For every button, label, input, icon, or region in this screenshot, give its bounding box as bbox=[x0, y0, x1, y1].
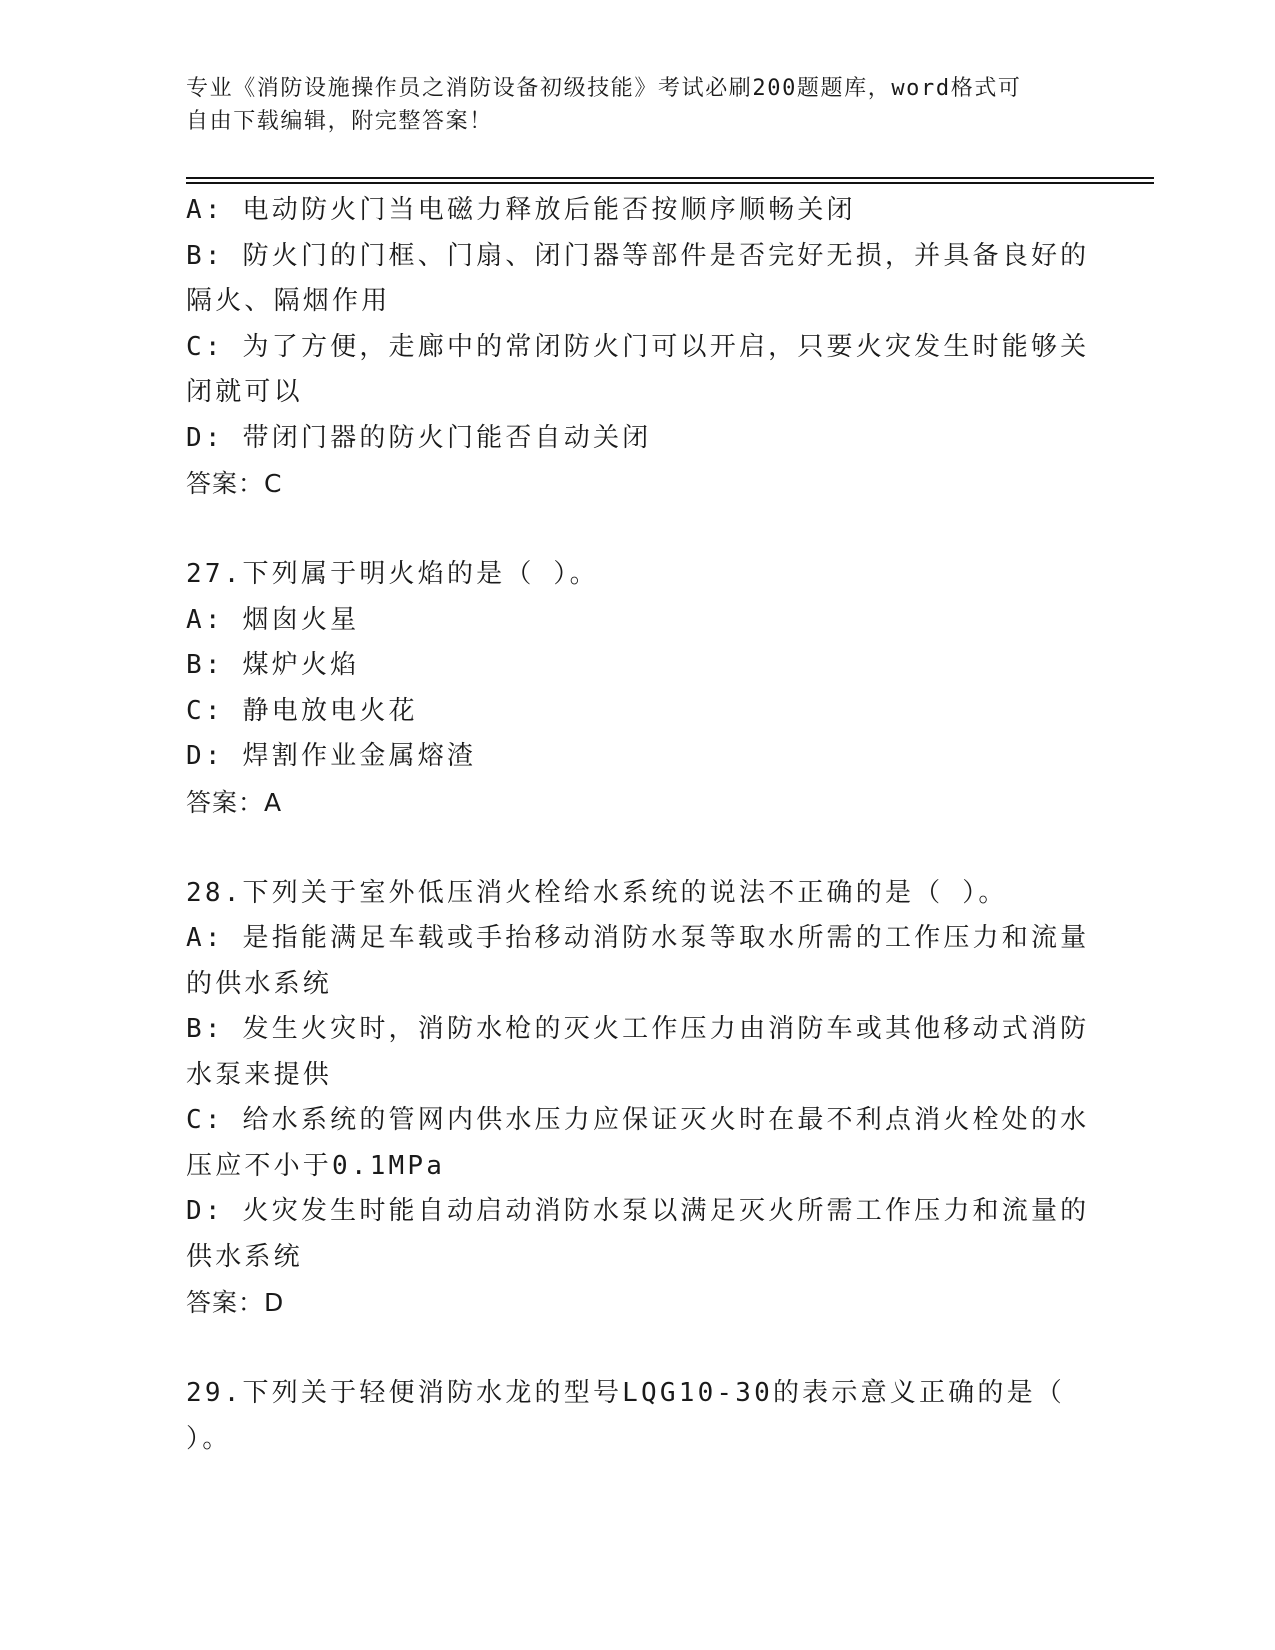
option-b: B: 防火门的门框、门扇、闭门器等部件是否完好无损，并具备良好的 bbox=[186, 240, 1090, 271]
option-a: A: 是指能满足车载或手抬移动消防水泵等取水所需的工作压力和流量 bbox=[186, 923, 1090, 953]
question-28-block bbox=[186, 871, 1090, 1326]
header-line-1: 专业《消防设施操作员之消防设备初级技能》考试必刷200题题库，word格式可 bbox=[186, 76, 1022, 101]
question-content bbox=[186, 188, 1090, 1462]
question-stem: 29.下列关于轻便消防水龙的型号LQG10-30的表示意义正确的是（ bbox=[186, 1378, 1065, 1408]
question-stem: 28.下列关于室外低压消火栓给水系统的说法不正确的是（ ）。 bbox=[186, 877, 1008, 908]
header-line-2: 自由下载编辑，附完整答案！ bbox=[186, 109, 493, 134]
option-d: D: 焊割作业金属熔渣 bbox=[186, 741, 477, 771]
answer-line: 答案：D bbox=[186, 1288, 285, 1317]
option-c: C: 给水系统的管网内供水压力应保证灭火时在最不利点消火栓处的水 bbox=[186, 1105, 1090, 1135]
option-d: D: 火灾发生时能自动启动消防水泵以满足灭火所需工作压力和流量的 bbox=[186, 1196, 1090, 1226]
option-b: B: 煤炉火焰 bbox=[186, 650, 360, 680]
option-a: A: 电动防火门当电磁力释放后能否按顺序顺畅关闭 bbox=[186, 195, 856, 225]
question-27-block bbox=[186, 552, 1076, 825]
option-d-continued: 供水系统 bbox=[186, 1241, 303, 1272]
header-double-rule bbox=[186, 177, 1154, 185]
option-c-continued: 闭就可以 bbox=[186, 377, 303, 407]
option-c: C: 静电放电火花 bbox=[186, 695, 418, 726]
question-stem: 27.下列属于明火焰的是（ ）。 bbox=[186, 559, 599, 589]
option-b-continued: 隔火、隔烟作用 bbox=[186, 286, 391, 316]
option-b-continued: 水泵来提供 bbox=[186, 1059, 333, 1090]
option-a-continued: 的供水系统 bbox=[186, 968, 333, 999]
question-29-block bbox=[186, 1371, 1076, 1462]
option-c: C: 为了方便，走廊中的常闭防火门可以开启，只要火灾发生时能够关 bbox=[186, 331, 1090, 362]
option-b: B: 发生火灾时，消防水枪的灭火工作压力由消防车或其他移动式消防 bbox=[186, 1014, 1090, 1044]
option-c-continued: 压应不小于0.1MPa bbox=[186, 1150, 446, 1181]
question-26-block bbox=[186, 188, 1090, 507]
question-stem-continued: ）。 bbox=[186, 1423, 232, 1454]
option-a: A: 烟囱火星 bbox=[186, 604, 360, 635]
document-header bbox=[186, 72, 1066, 138]
answer-line: 答案：C bbox=[186, 469, 283, 498]
answer-line: 答案：A bbox=[186, 787, 283, 817]
header-rule-bottom bbox=[186, 182, 1154, 184]
header-rule-top bbox=[186, 177, 1154, 179]
option-d: D: 带闭门器的防火门能否自动关闭 bbox=[186, 422, 652, 453]
